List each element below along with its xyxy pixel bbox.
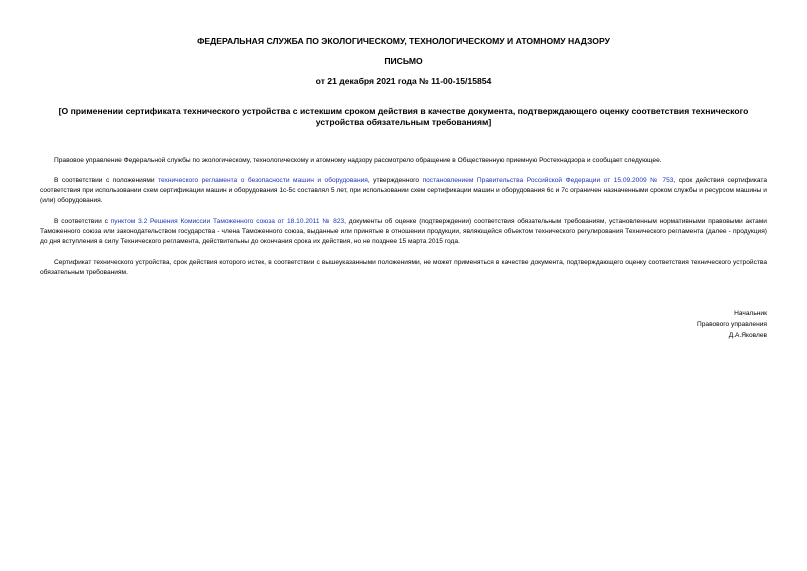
paragraph-customs-union [40,217,767,247]
paragraph-intro: Правовое управление Федеральной службы по экологическому, технологическому и атомному надзору рассмотрело обращение в Общественную приемную Ростехнадзора и сообщает следующее. [54,157,662,164]
link-technical-regulation[interactable]: технического регламента о безопасности машин и оборудования [158,177,368,184]
document-date-number: от 21 декабря 2021 года № 11-00-15/15854 [315,76,492,86]
signature-name: Д.А.Яковлев [728,332,767,339]
signature-position-2: Правового управления [697,321,767,328]
signature-position-1: Начальник [734,310,767,317]
document-subject: [О применении сертификата технического устройства с истекшим сроком действия в качестве документа, подтверждающего оценку соответствия технического устройства обязательным требованиям] [58,106,749,127]
link-commission-decision[interactable]: пунктом 3.2 Решения Комиссии Таможенного союза от 18.10.2011 № 823 [110,218,345,225]
paragraph-regulation-text-2: , утвержденного [367,177,423,184]
agency-title: ФЕДЕРАЛЬНАЯ СЛУЖБА ПО ЭКОЛОГИЧЕСКОМУ, ТЕХНОЛОГИЧЕСКОМУ И АТОМНОМУ НАДЗОРУ [197,36,610,46]
paragraph-regulation-text-3: , срок действия сертификата соответствия при использовании схем сертификации машин и оборудования 1с-5с составлял 5 лет, при использовании схем сертификации машин и оборудования 6с и 7с ограничен назначенными сроком службы и ресурсом машины и (или) оборудования. [40,177,768,204]
paragraph-customs-text-1: В соответствии с [54,218,111,225]
paragraph-regulation-text-1: В соответствии с положениями [54,177,159,184]
link-government-decree[interactable]: постановлением Правительства Российской Федерации от 15.09.2009 № 753 [422,177,674,184]
document-type: ПИСЬМО [384,56,423,66]
paragraph-conclusion: Сертификат технического устройства, срок действия которого истек, в соответствии с вышеуказанными положениями, не может применяться в качестве документа, подтверждающего оценку соответствия технического устройства обязательным требованиям. [40,259,767,276]
paragraph-customs-text-2: , документы об оценке (подтверждении) соответствия обязательным требованиям, установленным нормативными правовыми актами Таможенного союза или законодательством государства - члена Таможенного союза, выданные или принятые в отношении продукции, являющейся объектом технического регулирования Технического регламента (далее - продукция) до дня вступления в силу Технического регламента, действительны до окончания срока их действия, но не позднее 15 марта 2015 года. [40,218,767,245]
paragraph-regulation [40,176,767,206]
